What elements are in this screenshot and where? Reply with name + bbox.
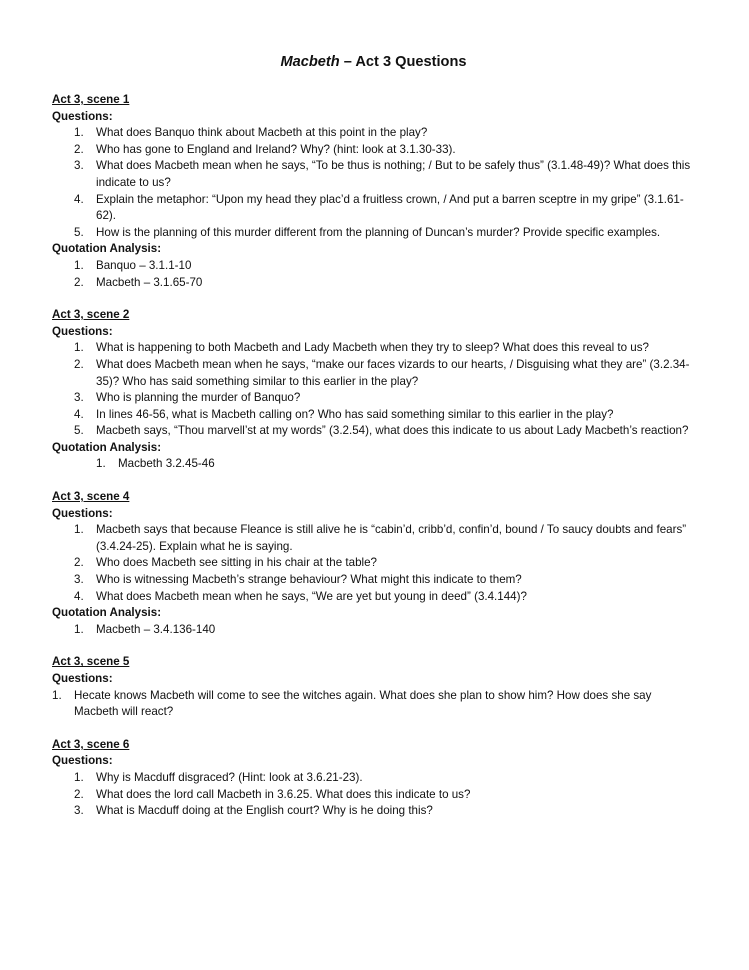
question-number: 1. [74,126,84,140]
question-text: What is Macduff doing at the English court? Why is he doing this? [96,804,433,818]
quotation-analysis-label: Quotation Analysis: [52,242,162,256]
quotation-text: Macbeth – 3.1.65-70 [96,275,203,289]
question-item [52,390,695,407]
quotation-number: 2. [74,275,84,289]
question-text: How is the planning of this murder different from the planning of Duncan’s murder? Provide specific examples. [96,225,661,239]
quotation-analysis-label: Quotation Analysis: [52,606,162,620]
section-heading: Act 3, scene 2 [52,308,130,322]
questions-list [52,340,695,440]
question-number: 2. [74,142,84,156]
question-item [52,770,695,787]
question-number: 5. [74,424,84,438]
quotation-list [52,258,695,291]
question-number: 1. [74,341,84,355]
question-text: Macbeth says that because Fleance is still alive he is “cabin’d, cribb’d, confin’d, bound / To saucy doubts and fears” (3.4.24-25). Explain what he is saying. [96,523,687,553]
question-number: 3. [74,159,84,173]
quotation-number: 1. [74,258,84,272]
question-number: 2. [74,357,84,371]
questions-label: Questions: [52,506,113,520]
question-item [52,589,695,606]
section-scene-4 [52,489,695,638]
page-title [52,52,695,72]
question-number: 1. [74,770,84,784]
section-scene-2 [52,307,695,473]
question-number: 2. [74,787,84,801]
question-text: What does Macbeth mean when he says, “We are yet but young in deed” (3.4.144)? [96,589,527,603]
question-number: 1. [52,688,62,702]
question-item [52,192,695,225]
question-number: 2. [74,556,84,570]
section-scene-1 [52,92,695,291]
quotation-item [52,622,695,639]
questions-label: Questions: [52,754,113,768]
quotation-text: Macbeth – 3.4.136-140 [96,622,216,636]
questions-label: Questions: [52,672,113,685]
questions-list [52,688,695,721]
quotation-list [52,456,695,473]
quotation-text: Macbeth 3.2.45-46 [118,457,215,471]
question-item [52,688,695,721]
questions-list [52,522,695,605]
section-heading: Act 3, scene 6 [52,737,130,751]
question-text: What does the lord call Macbeth in 3.6.25. What does this indicate to us? [96,787,471,801]
question-text: What does Macbeth mean when he says, “To be thus is nothing; / But to be safely thus” (3.1.48-49)? What does this indicate to us? [96,159,691,189]
question-text: Who is planning the murder of Banquo? [96,391,301,405]
questions-label: Questions: [52,324,113,338]
question-text: Macbeth says, “Thou marvell’st at my words” (3.2.54), what does this indicate to us about Lady Macbeth’s reaction? [96,424,689,438]
question-item [52,522,695,555]
question-number: 4. [74,192,84,206]
question-item [52,407,695,424]
question-item [52,572,695,589]
question-item [52,125,695,142]
question-item [52,225,695,242]
question-number: 4. [74,407,84,421]
section-scene-5 [52,654,695,720]
question-number: 3. [74,573,84,587]
quotation-analysis-label: Quotation Analysis: [52,440,162,454]
question-item [52,142,695,159]
question-item [52,423,695,440]
question-item [52,803,695,820]
question-item [52,158,695,191]
question-text: Explain the metaphor: “Upon my head they plac’d a fruitless crown, / And put a barren sceptre in my gripe” (3.1.61-62). [96,192,684,223]
question-text: Who is witnessing Macbeth’s strange behaviour? What might this indicate to them? [96,573,522,587]
question-number: 1. [74,523,84,537]
section-scene-6 [52,737,695,820]
title-suffix: – Act 3 Questions [339,54,467,70]
question-item [52,357,695,390]
title-play-name: Macbeth [280,54,340,70]
question-text: Who does Macbeth see sitting in his chair at the table? [96,556,377,570]
question-text: What does Macbeth mean when he says, “make our faces vizards to our hearts, / Disguising what they are” (3.2.34-35)? Who has said something similar to this earlier in the play? [96,357,690,388]
question-item [52,555,695,572]
question-item [52,340,695,357]
questions-label: Questions: [52,109,113,123]
section-heading: Act 3, scene 4 [52,490,130,504]
question-text: Hecate knows Macbeth will come to see the witches again. What does she plan to show him? How does she say Macbeth will react? [74,688,652,719]
quotation-item [52,275,695,292]
quotation-number: 1. [74,622,84,636]
questions-list [52,125,695,241]
question-text: What is happening to both Macbeth and Lady Macbeth when they try to sleep? What does this reveal to us? [96,341,649,355]
question-number: 3. [74,804,84,818]
quotation-text: Banquo – 3.1.1-10 [96,258,192,272]
question-number: 5. [74,225,84,239]
question-text: In lines 46-56, what is Macbeth calling on? Who has said something similar to this earlier in the play? [96,407,614,421]
question-text: Who has gone to England and Ireland? Why? (hint: look at 3.1.30-33). [96,142,456,156]
quotation-number: 1. [96,457,106,471]
question-text: Why is Macduff disgraced? (Hint: look at 3.6.21-23). [96,770,363,784]
section-heading: Act 3, scene 5 [52,655,130,669]
question-number: 3. [74,391,84,405]
quotation-list [52,622,695,639]
quotation-item [52,456,695,473]
question-item [52,787,695,804]
quotation-item [52,258,695,275]
questions-list [52,770,695,820]
section-heading: Act 3, scene 1 [52,93,130,106]
question-number: 4. [74,589,84,603]
question-text: What does Banquo think about Macbeth at this point in the play? [96,126,428,140]
